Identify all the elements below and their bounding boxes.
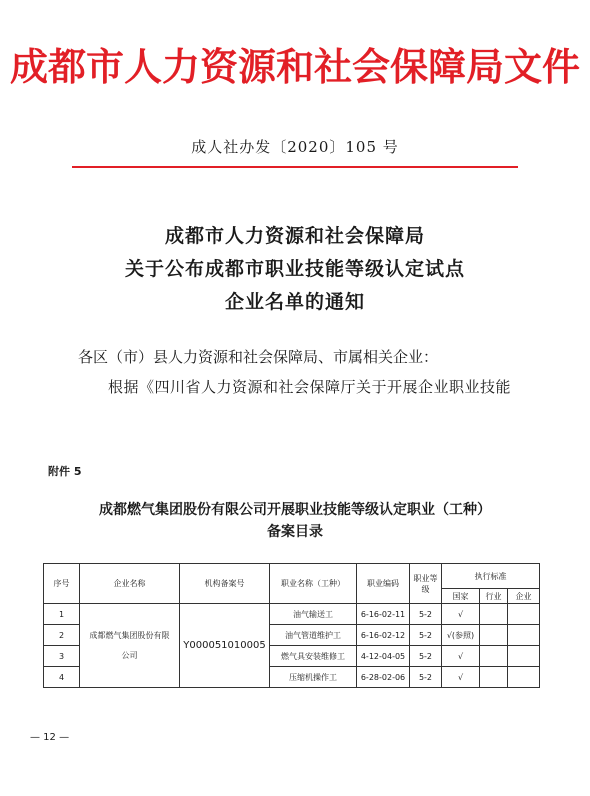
header-occupation: 职业名称（工种）	[270, 564, 357, 604]
attachment-label: 附件 5	[48, 465, 82, 478]
cell-occupation: 压缩机操作工	[270, 667, 357, 688]
attachment-title-line-1: 成都燃气集团股份有限公司开展职业技能等级认定职业（工种）	[99, 502, 491, 518]
cell-occupation: 油气管道维护工	[270, 625, 357, 646]
cell-national: √	[442, 646, 480, 667]
cell-industry	[480, 625, 508, 646]
occupation-filing-table	[43, 563, 540, 688]
notice-title-line-2: 关于公布成都市职业技能等级认定试点	[124, 258, 465, 280]
notice-salutation: 各区（市）县人力资源和社会保障局、市属相关企业：	[78, 348, 439, 366]
cell-enterprise	[508, 604, 540, 625]
notice-body-text: 根据《四川省人力资源和社会保障厅关于开展企业职业技能	[108, 378, 512, 396]
cell-level: 5-2	[410, 625, 442, 646]
occupation-table-container	[43, 563, 540, 688]
header-industry: 行业	[480, 589, 508, 604]
cell-enterprise	[508, 625, 540, 646]
cell-code: 4-12-04-05	[357, 646, 410, 667]
company-name-text: 成都燃气集团股份有限公司	[89, 630, 170, 660]
header-code: 职业编码	[357, 564, 410, 604]
header-company: 企业名称	[80, 564, 180, 604]
page-number: — 12 —	[30, 732, 70, 743]
attachment-title-line-2: 备案目录	[267, 524, 323, 540]
header-national: 国家	[442, 589, 480, 604]
cell-occupation: 油气输送工	[270, 604, 357, 625]
cell-seq: 3	[44, 646, 80, 667]
header-standard: 执行标准	[442, 564, 540, 589]
cell-national: √(参照)	[442, 625, 480, 646]
cell-industry	[480, 667, 508, 688]
cell-national: √	[442, 667, 480, 688]
cell-code: 6-16-02-12	[357, 625, 410, 646]
cell-level: 5-2	[410, 667, 442, 688]
cell-occupation: 燃气具安装维修工	[270, 646, 357, 667]
document-header-title: 成都市人力资源和社会保障局文件	[9, 44, 580, 89]
cell-seq: 1	[44, 604, 80, 625]
cell-company-name	[80, 604, 180, 688]
cell-filing-number: Y000051010005	[180, 604, 270, 688]
cell-code: 6-28-02-06	[357, 667, 410, 688]
cell-seq: 4	[44, 667, 80, 688]
header-seq: 序号	[44, 564, 80, 604]
notice-title-line-1: 成都市人力资源和社会保障局	[164, 225, 425, 247]
red-divider-line	[72, 166, 518, 168]
header-level: 职业等级	[410, 564, 442, 604]
notice-title-line-3: 企业名单的通知	[224, 291, 365, 313]
cell-code: 6-16-02-11	[357, 604, 410, 625]
header-filing-no: 机构备案号	[180, 564, 270, 604]
cell-industry	[480, 604, 508, 625]
cell-enterprise	[508, 646, 540, 667]
cell-seq: 2	[44, 625, 80, 646]
document-number: 成人社办发〔2020〕105 号	[191, 138, 399, 156]
cell-national: √	[442, 604, 480, 625]
cell-level: 5-2	[410, 604, 442, 625]
table-row	[44, 604, 540, 625]
header-enterprise: 企业	[508, 589, 540, 604]
cell-level: 5-2	[410, 646, 442, 667]
cell-industry	[480, 646, 508, 667]
cell-enterprise	[508, 667, 540, 688]
